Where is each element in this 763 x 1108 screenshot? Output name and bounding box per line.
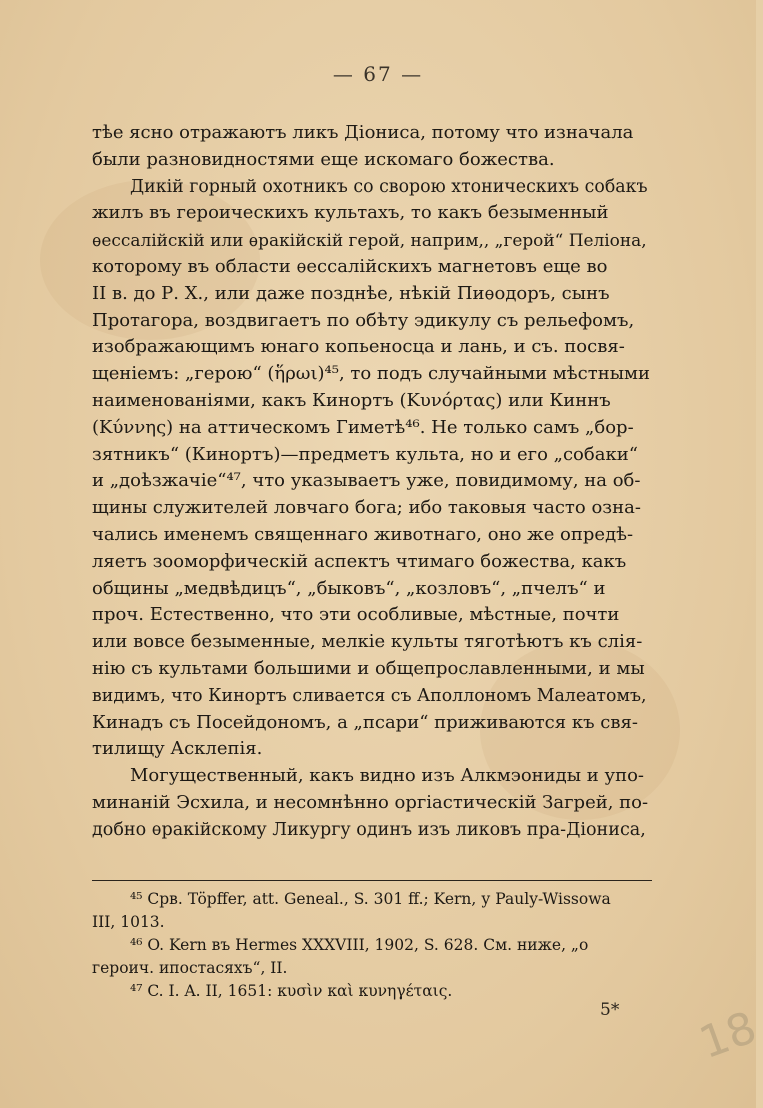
text-line: были разновидностями еще искомаго божества. — [92, 148, 555, 170]
text-line: нію съ культами большими и общепрославленными, и мы — [92, 657, 645, 679]
footnote-divider — [92, 880, 652, 881]
footnotes — [92, 888, 652, 1003]
text-line: ѳессалійскій или ѳракійскій герой, наприм,, „герой“ Пеліона, — [92, 230, 647, 251]
text-line: щеніемъ: „герою“ (ἥρωι)⁴⁵, то подъ случайными мѣстными — [92, 363, 651, 385]
text-line: зятникъ“ (Кинортъ)—предметъ культа, но и его „собаки“ — [92, 443, 638, 465]
main-text — [92, 120, 652, 844]
text-line: общины „медвѣдицъ“, „быковъ“, „козловъ“, „пчелъ“ и — [92, 577, 606, 599]
footnote-line: ⁴⁵ Срв. Töpffer, att. Geneal., S. 301 ff.; Kern, у Pauly-Wissowa — [130, 890, 611, 908]
footnote-line: ⁴⁶ O. Kern въ Hermes XXXVIII, 1902, S. 628. См. ниже, „о — [130, 936, 589, 954]
text-line: изображающимъ юнаго копьеносца и лань, и съ. посвя- — [92, 336, 625, 358]
text-line: Дикій горный охотникъ со сворою хтоническихъ собакъ — [130, 176, 648, 197]
signature-mark: 5* — [600, 1000, 620, 1020]
text-line: Протагора, воздвигаетъ по обѣту эдикулу съ рельефомъ, — [92, 309, 635, 331]
text-line: жилъ въ героическихъ культахъ, то какъ безыменный — [92, 202, 609, 224]
text-line: тилищу Асклепія. — [92, 738, 263, 760]
text-line: проч. Естественно, что эти особливые, мѣстные, почти — [92, 604, 620, 626]
page-number: — 67 — — [332, 62, 424, 86]
text-line: ляетъ зооморфическій аспектъ чтимаго божества, какъ — [92, 550, 627, 572]
text-line: и „доѣзжачіе“⁴⁷, что указываетъ уже, повидимому, на об- — [92, 470, 641, 492]
text-line: минаній Эсхила, и несомнѣнно оргіастическій Загрей, по- — [92, 791, 649, 813]
pencil-annotation: 18 — [692, 1001, 763, 1070]
text-line: щины служителей ловчаго бога; ибо таковыя часто озна- — [92, 497, 641, 519]
text-line: тѣе ясно отражаютъ ликъ Діониса, потому что изначала — [92, 122, 634, 143]
text-line: добно ѳракійскому Ликургу одинъ изъ ликовъ пра-Діониса, — [92, 819, 646, 840]
text-line: которому въ области ѳессалійскихъ магнетовъ еще во — [92, 255, 608, 277]
footnote-line: героич. ипостасяхъ“, II. — [92, 959, 288, 977]
footnote-line: III, 1013. — [92, 913, 165, 931]
footnote-line: ⁴⁷ C. I. A. II, 1651: κυσὶν καὶ κυνηγέταις. — [130, 982, 453, 1000]
text-line: (Κύννης) на аттическомъ Гиметѣ⁴⁶. Не только самъ „бор- — [92, 416, 634, 438]
text-line: II в. до Р. Х., или даже позднѣе, нѣкій Пиѳодоръ, сынъ — [92, 282, 610, 304]
text-line: наименованіями, какъ Кинортъ (Κυνόρτας) или Киннъ — [92, 389, 611, 411]
text-line: Кинадъ съ Посейдономъ, а „псари“ приживаются къ свя- — [92, 711, 638, 733]
text-line: или вовсе безыменные, мелкіе культы тяготѣютъ къ слія- — [92, 631, 643, 653]
text-line: Могущественный, какъ видно изъ Алкмэониды и упо- — [130, 765, 645, 787]
text-line: видимъ, что Кинортъ сливается съ Аполлономъ Малеатомъ, — [92, 685, 647, 706]
text-line: чались именемъ священнаго животнаго, оно же опредѣ- — [92, 523, 634, 545]
